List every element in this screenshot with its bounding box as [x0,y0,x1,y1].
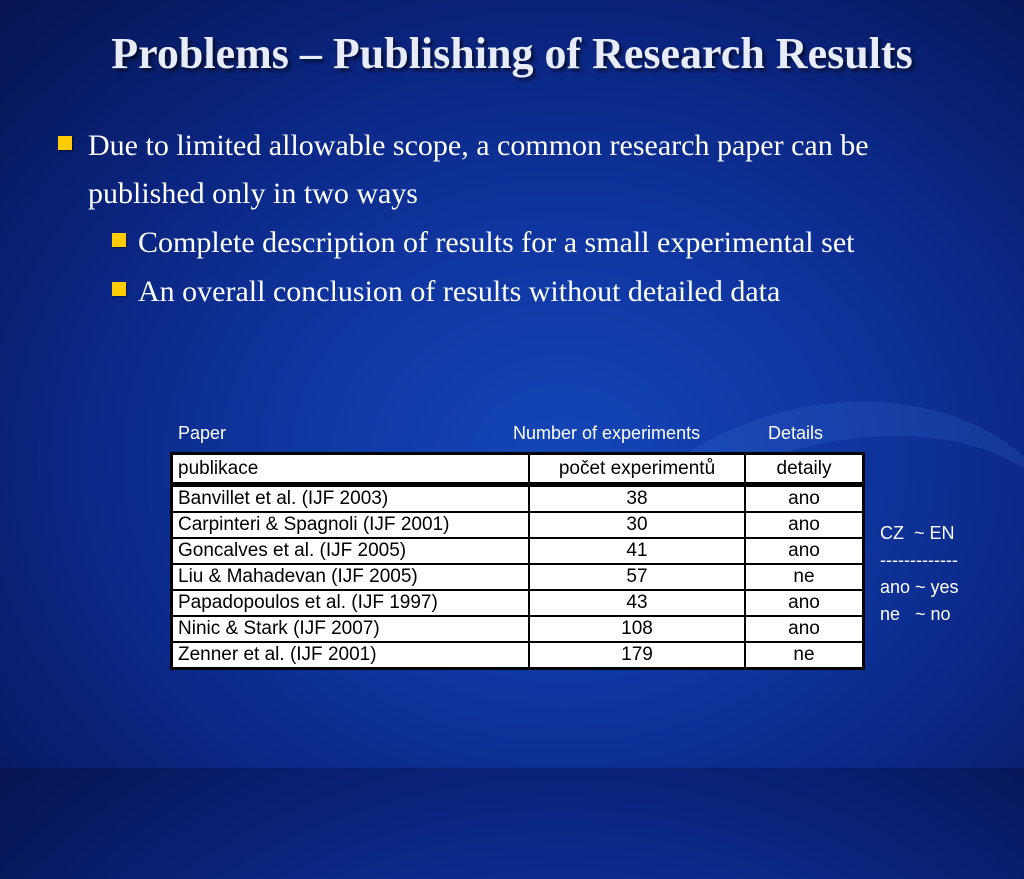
table-cell-paper: Papadopoulos et al. (IJF 1997) [172,590,530,616]
table-header-cell: publikace [172,454,530,485]
table-row [172,590,864,616]
legend-line: ano ~ yes [880,577,959,597]
square-bullet-icon [112,282,126,296]
square-bullet-icon [112,233,126,247]
table-row [172,642,864,669]
column-header-details: Details [768,423,824,443]
table-cell-details: ano [745,538,864,564]
table-header-cell: detaily [745,454,864,485]
square-bullet-icon [58,136,72,150]
table-cell-paper: Zenner et al. (IJF 2001) [172,642,530,669]
table-header-row [172,454,864,485]
legend-line: CZ ~ EN [880,523,955,543]
bullet-list [58,122,978,316]
bullet-item [58,122,978,218]
table-cell-experiments: 30 [529,512,745,538]
table-header-cell: počet experimentů [529,454,745,485]
papers-table [170,452,865,670]
sub-bullet-text: Complete description of results for a small experimental set [138,226,855,259]
table-cell-paper: Liu & Mahadevan (IJF 2005) [172,564,530,590]
column-header-experiments: Number of experiments [513,423,701,443]
table-cell-experiments: 57 [529,564,745,590]
translation-legend [880,520,959,628]
table-row [172,485,864,513]
table-cell-paper: Ninic & Stark (IJF 2007) [172,616,530,642]
table-cell-details: ano [745,512,864,538]
table-cell-paper: Banvillet et al. (IJF 2003) [172,485,530,513]
table-cell-details: ano [745,485,864,513]
table-row [172,564,864,590]
table-cell-details: ano [745,590,864,616]
legend-line: ne ~ no [880,604,951,624]
table-cell-experiments: 43 [529,590,745,616]
table-cell-details: ano [745,616,864,642]
table-cell-experiments: 179 [529,642,745,669]
bullet-text: Due to limited allowable scope, a common research paper can be published only in two ways [88,129,869,210]
column-header-paper: Paper [178,423,227,443]
table-cell-paper: Goncalves et al. (IJF 2005) [172,538,530,564]
table-cell-experiments: 108 [529,616,745,642]
table-cell-details: ne [745,564,864,590]
table-cell-paper: Carpinteri & Spagnoli (IJF 2001) [172,512,530,538]
table-row [172,616,864,642]
table-cell-details: ne [745,642,864,669]
table-row [172,538,864,564]
table-cell-experiments: 38 [529,485,745,513]
sub-bullet-item [58,218,978,267]
slide-title: Problems – Publishing of Research Results [111,29,913,78]
table-cell-experiments: 41 [529,538,745,564]
sub-bullet-text: An overall conclusion of results without detailed data [138,275,781,308]
table-row [172,512,864,538]
legend-line: ------------- [880,550,958,570]
sub-bullet-item [58,267,978,316]
